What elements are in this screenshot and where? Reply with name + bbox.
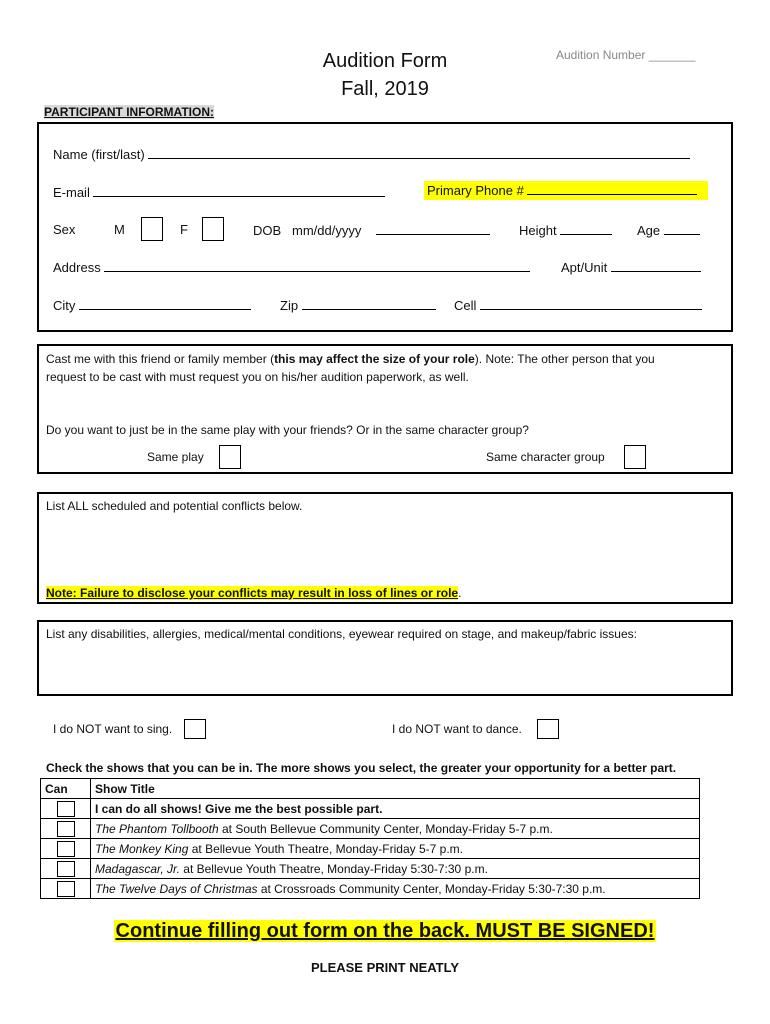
- show-checkbox-cell: [41, 859, 91, 879]
- audition-number-label: Audition Number _______: [556, 48, 696, 62]
- print-neatly: PLEASE PRINT NEATLY: [310, 960, 460, 975]
- same-play-checkbox[interactable]: [219, 445, 241, 469]
- show-checkbox[interactable]: [57, 801, 75, 817]
- show-title-italic: The Phantom Tollbooth: [95, 821, 219, 836]
- shows-table: [40, 778, 700, 899]
- show-title-italic: Madagascar, Jr.: [95, 861, 180, 876]
- height-field[interactable]: [560, 222, 612, 235]
- no-dance-label: I do NOT want to dance.: [392, 722, 522, 736]
- show-checkbox-cell: [41, 839, 91, 859]
- sex-m-label: M: [114, 222, 125, 237]
- no-sing-checkbox[interactable]: [184, 719, 206, 739]
- show-title-cell: [91, 799, 700, 819]
- age-row: [637, 222, 700, 238]
- zip-label: Zip: [280, 298, 299, 313]
- email-row: [53, 184, 385, 200]
- col-title-header: Show Title: [91, 779, 700, 799]
- section-participant-label: PARTICIPANT INFORMATION:: [44, 105, 214, 119]
- address-label: Address: [53, 260, 101, 275]
- email-label: E-mail: [53, 185, 90, 200]
- table-row: [41, 839, 700, 859]
- zip-row: [280, 297, 436, 313]
- show-title-rest: at Bellevue Youth Theatre, Monday-Friday 5:30-7:30 p.m.: [179, 861, 488, 876]
- show-checkbox[interactable]: [57, 821, 75, 837]
- cast-text-line2: request to be cast with must request you on his/her audition paperwork, as well.: [46, 370, 469, 384]
- no-sing-label: I do NOT want to sing.: [53, 722, 173, 736]
- continue-notice: Continue filling out form on the back. MUST BE SIGNED!: [115, 920, 655, 942]
- table-row: [41, 799, 700, 819]
- show-title-italic: The Monkey King: [95, 841, 189, 856]
- cast-text-bold: this may affect the size of your role: [274, 352, 475, 366]
- phone-row: [424, 181, 708, 200]
- show-title-cell: [91, 879, 700, 899]
- apt-field[interactable]: [611, 259, 701, 272]
- name-field[interactable]: [148, 146, 690, 159]
- show-title-cell: [91, 859, 700, 879]
- phone-field[interactable]: [527, 182, 697, 195]
- shows-header-row: [41, 779, 700, 799]
- sex-f-checkbox[interactable]: [202, 217, 224, 241]
- conflicts-label: List ALL scheduled and potential conflicts below.: [46, 499, 303, 513]
- apt-row: [561, 259, 701, 275]
- email-field[interactable]: [93, 184, 385, 197]
- cell-field[interactable]: [480, 297, 702, 310]
- show-title-rest: at Bellevue Youth Theatre, Monday-Friday 5-7 p.m.: [188, 841, 463, 856]
- address-row: [53, 259, 530, 275]
- dob-field[interactable]: [376, 222, 490, 235]
- show-title-rest: I can do all shows! Give me the best possible part.: [95, 801, 383, 816]
- cell-label: Cell: [454, 298, 477, 313]
- city-label: City: [53, 298, 76, 313]
- cast-text-post: ). Note: The other person that you: [474, 352, 655, 366]
- show-title-rest: at South Bellevue Community Center, Monday-Friday 5-7 p.m.: [218, 821, 553, 836]
- name-row: [53, 146, 690, 162]
- phone-label: Primary Phone #: [427, 183, 524, 198]
- cast-text-pre: Cast me with this friend or family member (: [46, 352, 275, 366]
- name-label: Name (first/last): [53, 147, 145, 162]
- same-play-label: Same play: [147, 450, 204, 464]
- show-checkbox-cell: [41, 819, 91, 839]
- cast-question: Do you want to just be in the same play with your friends? Or in the same character group?: [46, 423, 529, 437]
- table-row: [41, 859, 700, 879]
- continue-notice-wrap: [0, 920, 770, 943]
- col-can-header: Can: [41, 779, 91, 799]
- conflicts-note-row: [46, 586, 461, 600]
- show-title-italic: The Twelve Days of Christmas: [95, 881, 258, 896]
- sex-m-checkbox[interactable]: [141, 217, 163, 241]
- dob-label: DOB: [253, 223, 282, 238]
- address-field[interactable]: [104, 259, 530, 272]
- dob-row: [253, 222, 490, 238]
- sex-f-label: F: [180, 222, 188, 237]
- form-subtitle: Fall, 2019: [341, 78, 429, 100]
- apt-label: Apt/Unit: [561, 260, 608, 275]
- sex-label: Sex: [53, 222, 76, 237]
- show-title-rest: at Crossroads Community Center, Monday-Friday 5:30-7:30 p.m.: [257, 881, 606, 896]
- show-checkbox[interactable]: [57, 841, 75, 857]
- conflicts-note-end: .: [458, 586, 462, 600]
- same-group-checkbox[interactable]: [624, 445, 646, 469]
- show-checkbox-cell: [41, 799, 91, 819]
- no-dance-checkbox[interactable]: [537, 719, 559, 739]
- show-title-cell: [91, 839, 700, 859]
- table-row: [41, 819, 700, 839]
- show-checkbox[interactable]: [57, 881, 75, 897]
- shows-instruction: Check the shows that you can be in. The more shows you select, the greater your opportunity for a better part.: [46, 761, 677, 775]
- age-field[interactable]: [664, 222, 700, 235]
- age-label: Age: [637, 223, 661, 238]
- show-title-cell: [91, 819, 700, 839]
- city-row: [53, 297, 251, 313]
- dob-placeholder: mm/dd/yyyy: [292, 223, 362, 238]
- cast-text-line1: [46, 352, 655, 366]
- cell-row: [454, 297, 702, 313]
- show-checkbox[interactable]: [57, 861, 75, 877]
- height-label: Height: [519, 223, 557, 238]
- conflicts-note: Note: Failure to disclose your conflicts may result in loss of lines or role: [46, 586, 459, 600]
- disabilities-label: List any disabilities, allergies, medical/mental conditions, eyewear required on stage, and makeup/fabric issues:: [46, 627, 637, 641]
- city-field[interactable]: [79, 297, 251, 310]
- zip-field[interactable]: [302, 297, 436, 310]
- form-title: Audition Form: [322, 50, 448, 72]
- show-checkbox-cell: [41, 879, 91, 899]
- same-group-label: Same character group: [486, 450, 605, 464]
- height-row: [519, 222, 612, 238]
- table-row: [41, 879, 700, 899]
